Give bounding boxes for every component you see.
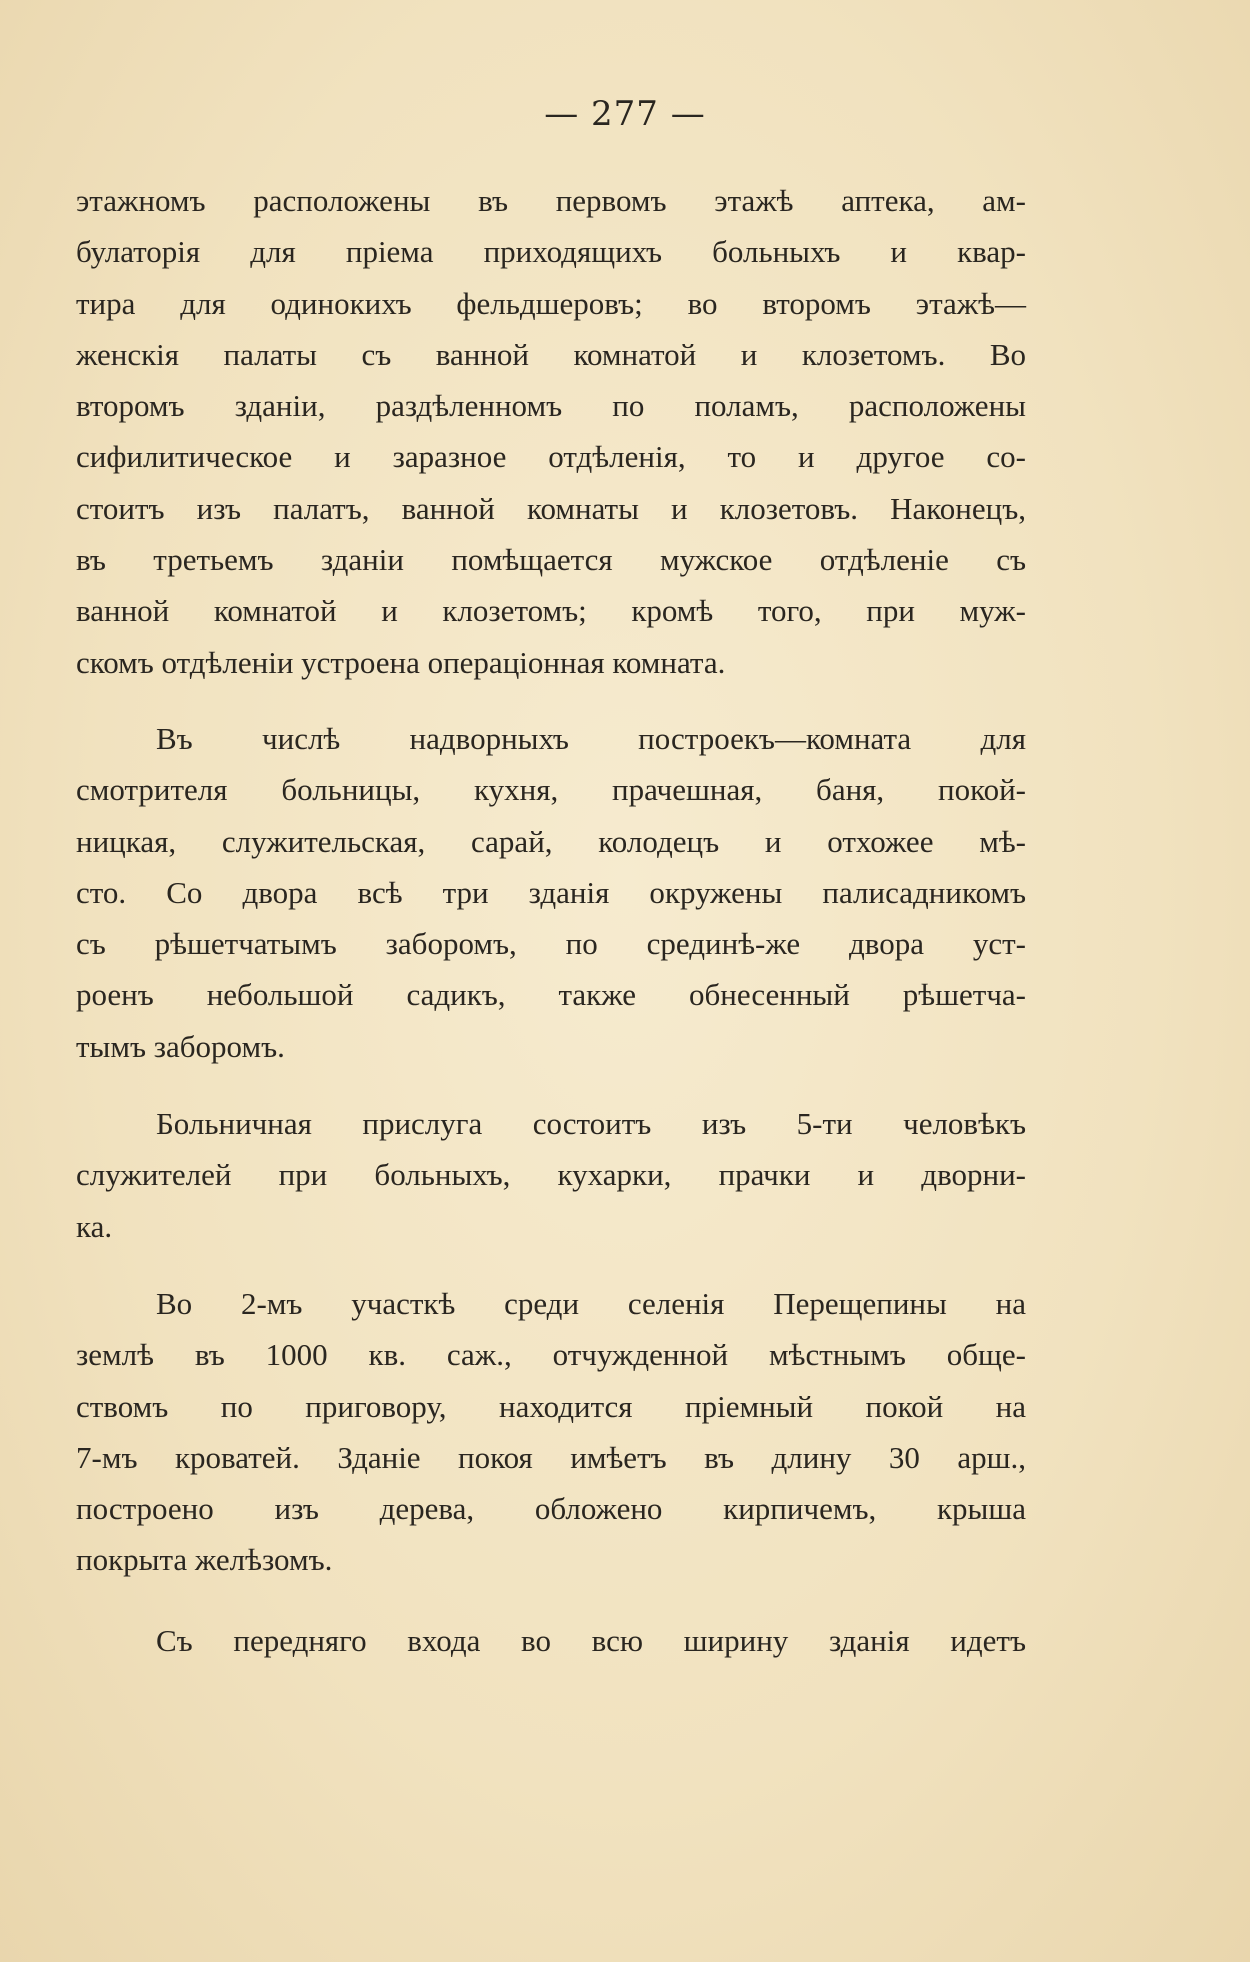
paragraph-1 (76, 175, 1026, 688)
page-number: — 277 — (544, 94, 706, 134)
text-line: 7-мъ кроватей. Зданіе покоя имѣетъ въ длину 30 арш., (76, 1439, 1026, 1475)
text-line: стоитъ изъ палатъ, ванной комнаты и клозетовъ. Наконецъ, (76, 490, 1026, 526)
text-line: сифилитическое и заразное отдѣленія, то и другое со- (76, 439, 1026, 475)
text-line: въ третьемъ зданіи помѣщается мужское отдѣленіе съ (76, 542, 1026, 578)
text-line: сто. Со двора всѣ три зданія окружены палисадникомъ (76, 874, 1026, 910)
text-line: построено изъ дерева, обложено кирпичемъ, крыша (76, 1491, 1026, 1527)
paragraph-3 (76, 1098, 1026, 1252)
text-line: Во 2-мъ участкѣ среди селенія Перещепины на (156, 1286, 1026, 1321)
text-line: Въ числѣ надворныхъ построекъ—комната для (156, 721, 1026, 756)
text-line: ницкая, служительская, сарай, колодецъ и отхожее мѣ- (76, 823, 1026, 859)
text-line: съ рѣшетчатымъ заборомъ, по срединѣ-же двора уст- (76, 926, 1026, 962)
text-line: тира для одинокихъ фельдшеровъ; во второмъ этажѣ— (76, 285, 1026, 321)
text-line: женскія палаты съ ванной комнатой и клозетомъ. Во (76, 336, 1026, 372)
text-line: ка. (76, 1208, 113, 1244)
text-line: тымъ заборомъ. (76, 1028, 285, 1064)
text-line: смотрителя больницы, кухня, прачешная, баня, покой- (76, 772, 1026, 808)
text-line: этажномъ расположены въ первомъ этажѣ аптека, ам- (76, 183, 1026, 218)
paragraph-5 (76, 1615, 1026, 1666)
paragraph-2 (76, 713, 1026, 1072)
text-line: Больничная прислуга состоитъ изъ 5-ти человѣкъ (156, 1106, 1026, 1141)
text-line: ванной комнатой и клозетомъ; кромѣ того, при муж- (76, 593, 1026, 629)
text-line: покрыта желѣзомъ. (76, 1542, 333, 1578)
paragraph-4 (76, 1278, 1026, 1586)
text-line: второмъ зданіи, раздѣленномъ по поламъ, расположены (76, 388, 1026, 424)
text-line: скомъ отдѣленіи устроена операціонная комната. (76, 644, 726, 680)
text-line: булаторія для пріема приходящихъ больныхъ и квар- (76, 234, 1026, 270)
text-line: ствомъ по приговору, находится пріемный покой на (76, 1388, 1026, 1424)
text-line: землѣ въ 1000 кв. саж., отчужденной мѣстнымъ обще- (76, 1337, 1026, 1373)
text-line: Съ передняго входа во всю ширину зданія идетъ (156, 1623, 1026, 1658)
text-line: служителей при больныхъ, кухарки, прачки и дворни- (76, 1157, 1026, 1193)
text-line: роенъ небольшой садикъ, также обнесенный рѣшетча- (76, 977, 1026, 1013)
